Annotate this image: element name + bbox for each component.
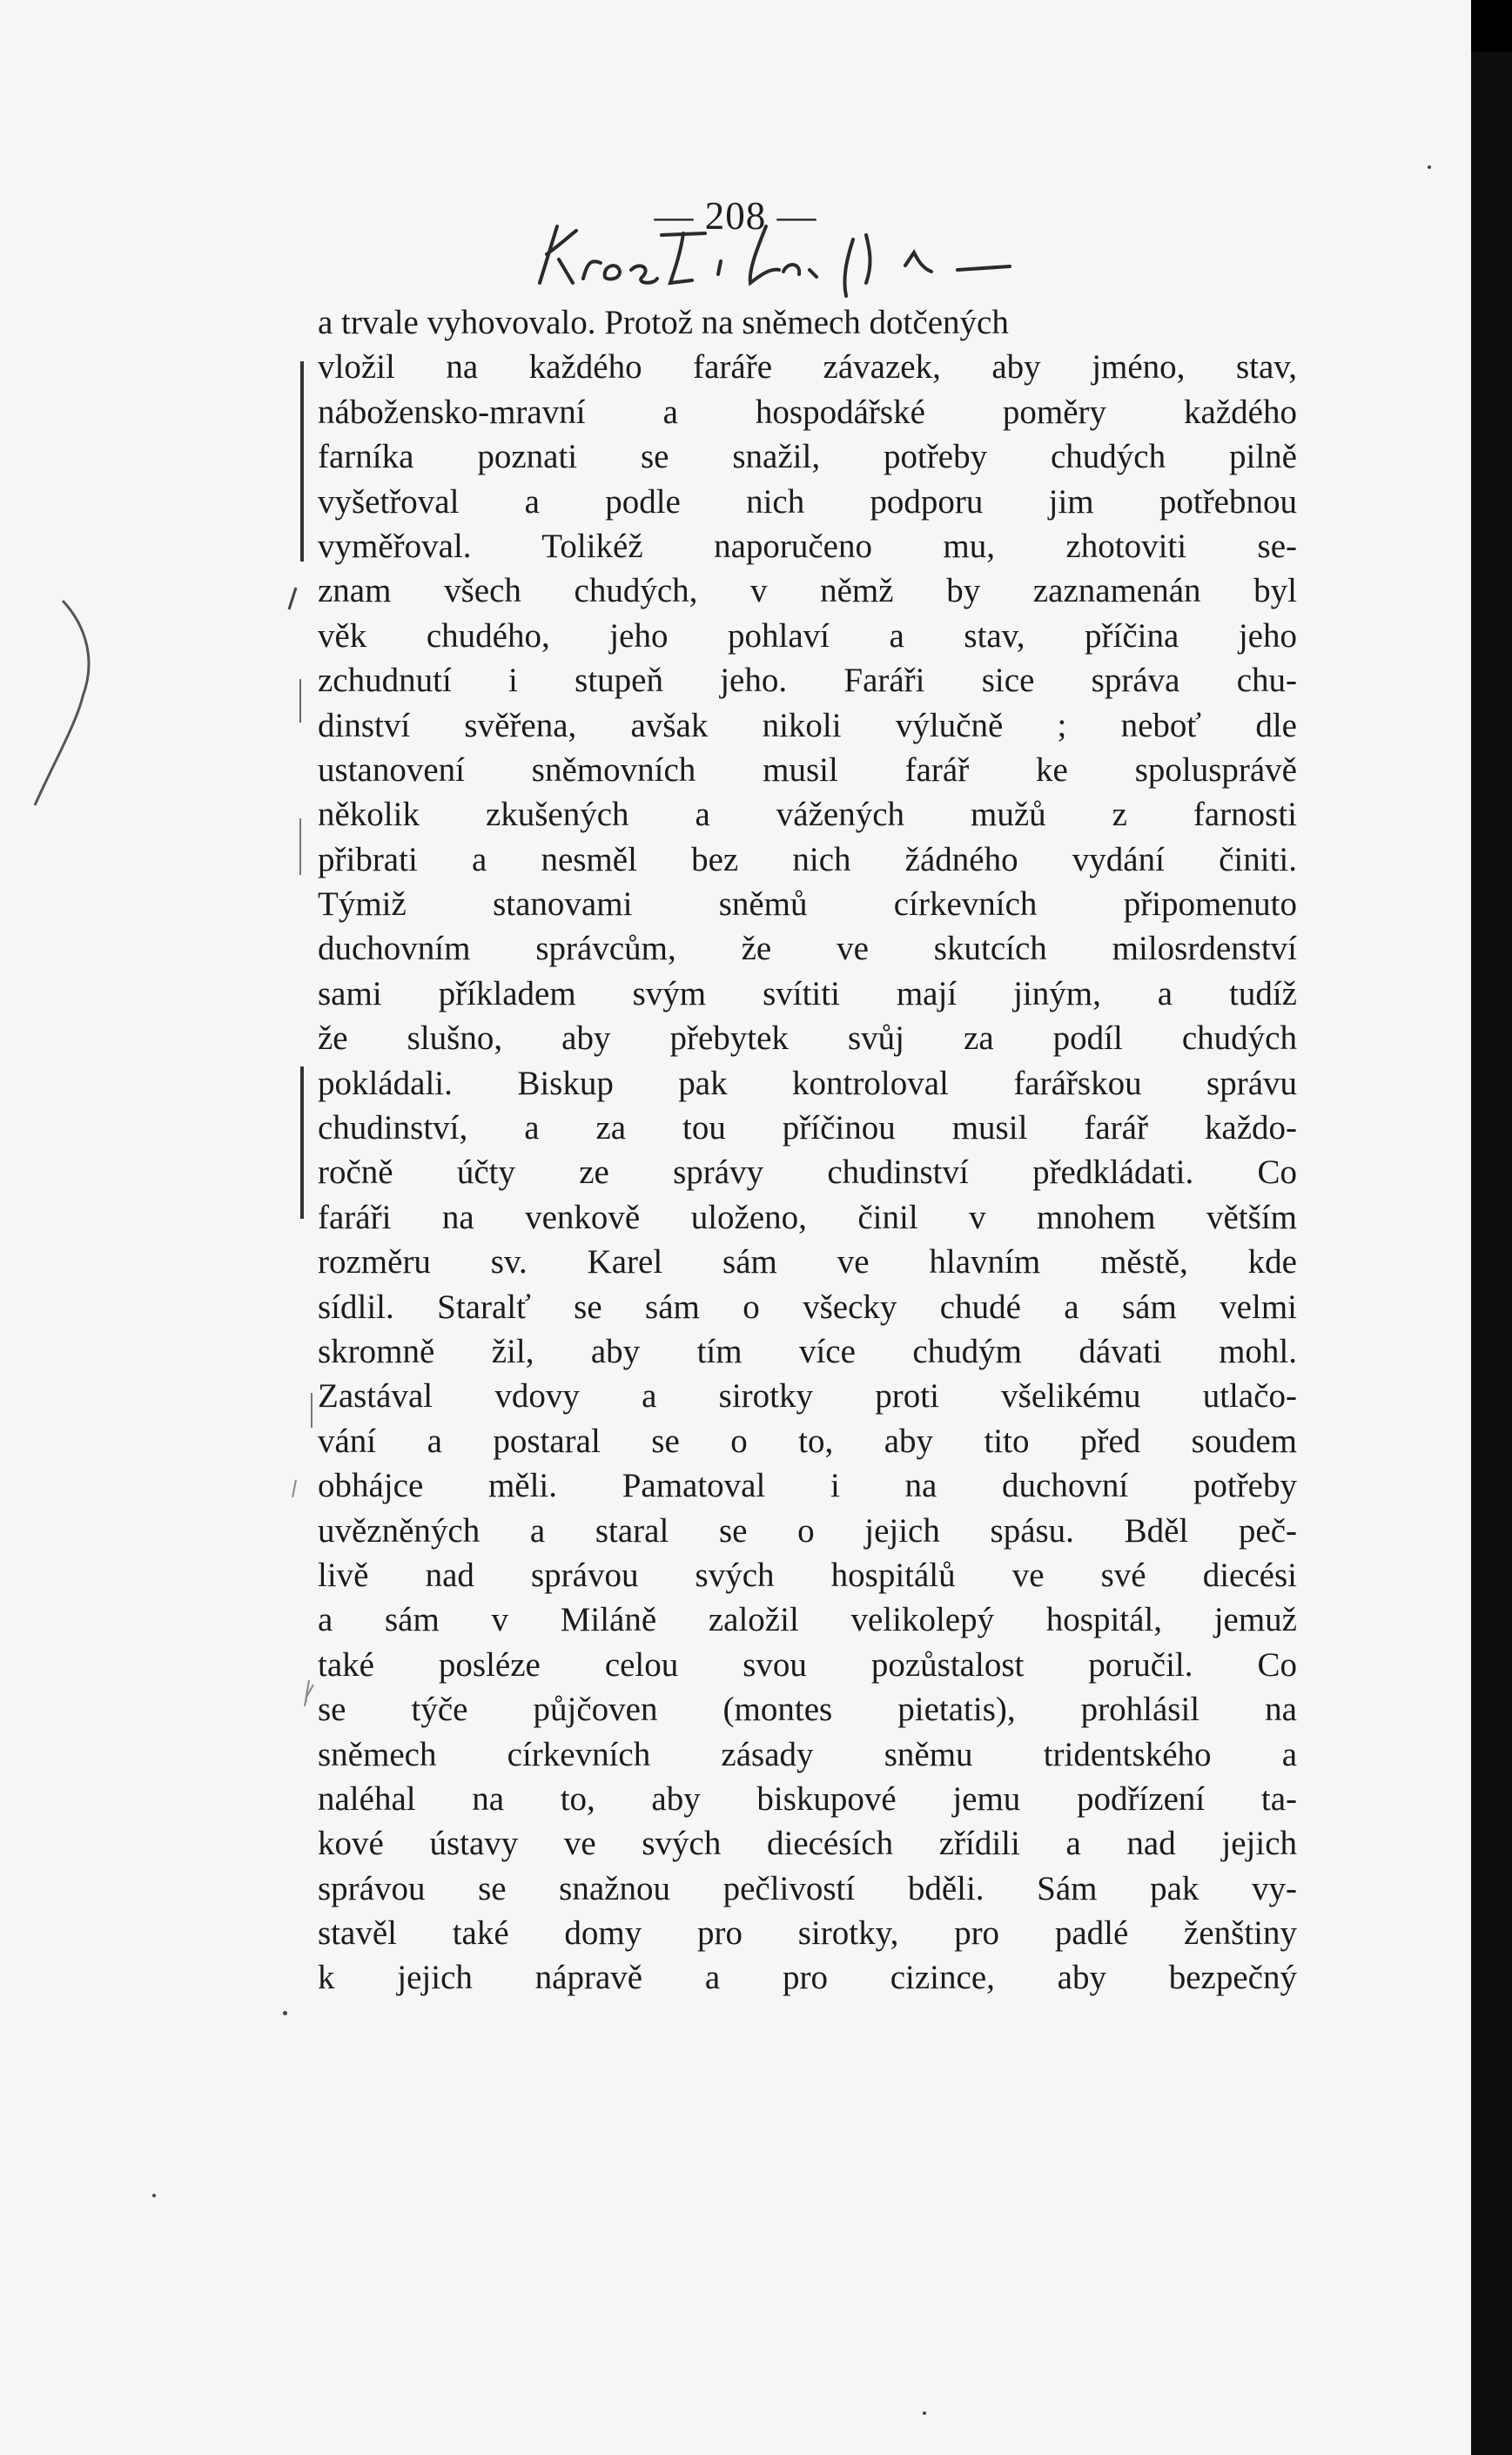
text-line: sněmech církevních zásady sněmu tridentského a	[318, 1735, 1297, 1773]
text-line: uvězněných a staral se o jejich spásu. Bděl peč-	[318, 1511, 1297, 1550]
scan-speck	[283, 2011, 287, 2015]
handwritten-note-text: Křesť. lásk–	[522, 200, 528, 201]
scan-speck	[152, 2194, 156, 2197]
text-line: vyšetřoval a podle nich podporu jim potřebnou	[318, 482, 1297, 521]
text-line: farníka poznati se snažil, potřeby chudých pilně	[318, 438, 1297, 476]
text-line: rozměru sv. Karel sám ve hlavním městě, kde	[318, 1243, 1297, 1281]
text-line: sami příkladem svým svítiti mají jiným, a tudíž	[318, 974, 1297, 1012]
text-line: Týmiž stanovami sněmů církevních připomenuto	[318, 885, 1297, 924]
text-line: stavěl také domy pro sirotky, pro padlé ženštiny	[318, 1914, 1297, 1953]
text-line: a sám v Miláně založil velikolepý hospitál, jemuž	[318, 1601, 1297, 1639]
text-line: věk chudého, jeho pohlaví a stav, příčina jeho	[318, 616, 1297, 655]
page-number: — 208 —	[654, 194, 817, 238]
text-line: dinství svěřena, avšak nikoli výlučně ; neboť dle	[318, 706, 1297, 744]
scan-speck	[923, 2411, 926, 2415]
scan-corner	[1471, 0, 1512, 52]
text-line: také posléze celou svou pozůstalost poručil. Co	[318, 1645, 1297, 1684]
text-line: znam všech chudých, v němž by zaznamenán byl	[318, 572, 1297, 610]
text-line: zchudnutí i stupeň jeho. Faráři sice správa chu-	[318, 662, 1297, 700]
text-line: naléhal na to, aby biskupové jemu podřízení ta-	[318, 1779, 1297, 1818]
text-line: správou se snažnou pečlivostí bděli. Sám pak vy-	[318, 1869, 1297, 1907]
text-line: ročně účty ze správy chudinství předkládati. Co	[318, 1154, 1297, 1192]
text-line: obhájce měli. Pamatoval i na duchovní potřeby	[318, 1467, 1297, 1505]
text-line: Zastával vdovy a sirotky proti všelikému utlačo-	[318, 1377, 1297, 1416]
text-line: faráři na venkově uloženo, činil v mnohem větším	[318, 1198, 1297, 1236]
scan-edge	[1471, 0, 1512, 2455]
text-line: kové ústavy ve svých diecésích zřídili a nad jejich	[318, 1825, 1297, 1863]
text-line: se týče půjčoven (montes pietatis), prohlásil na	[318, 1691, 1297, 1729]
text-line: vání a postaral se o to, aby tito před soudem	[318, 1422, 1297, 1460]
text-line: livě nad správou svých hospitálů ve své diecési	[318, 1556, 1297, 1594]
body-text	[318, 300, 1297, 2001]
text-line: že slušno, aby přebytek svůj za podíl chudých	[318, 1019, 1297, 1058]
margin-bracket-marks	[0, 0, 348, 2455]
text-line: k jejich nápravě a pro cizince, aby bezpečný	[318, 1959, 1297, 1997]
scan-speck	[1428, 165, 1431, 169]
text-line: vložil na každého faráře závazek, aby jméno, stav,	[318, 348, 1297, 387]
text-line: nábožensko-mravní a hospodářské poměry každého	[318, 393, 1297, 431]
text-line: a trvale vyhovovalo. Protož na sněmech dotčených	[318, 304, 1009, 341]
text-line: přibrati a nesměl bez nich žádného vydání činiti.	[318, 840, 1297, 878]
text-line: chudinství, a za tou příčinou musil farář každo-	[318, 1109, 1297, 1147]
text-line: skromně žil, aby tím více chudým dávati mohl.	[318, 1332, 1297, 1370]
text-line: vyměřoval. Tolikéž naporučeno mu, zhotoviti se-	[318, 527, 1297, 565]
handwritten-annotation	[522, 200, 1062, 305]
text-line: pokládali. Biskup pak kontroloval farářskou správu	[318, 1064, 1297, 1102]
text-line: několik zkušených a vážených mužů z farnosti	[318, 796, 1297, 834]
text-line: duchovním správcům, že ve skutcích milosrdenství	[318, 930, 1297, 968]
text-line: sídlil. Staralť se sám o všecky chudé a sám velmi	[318, 1288, 1297, 1326]
text-line: ustanovení sněmovních musil farář ke spolusprávě	[318, 750, 1297, 789]
